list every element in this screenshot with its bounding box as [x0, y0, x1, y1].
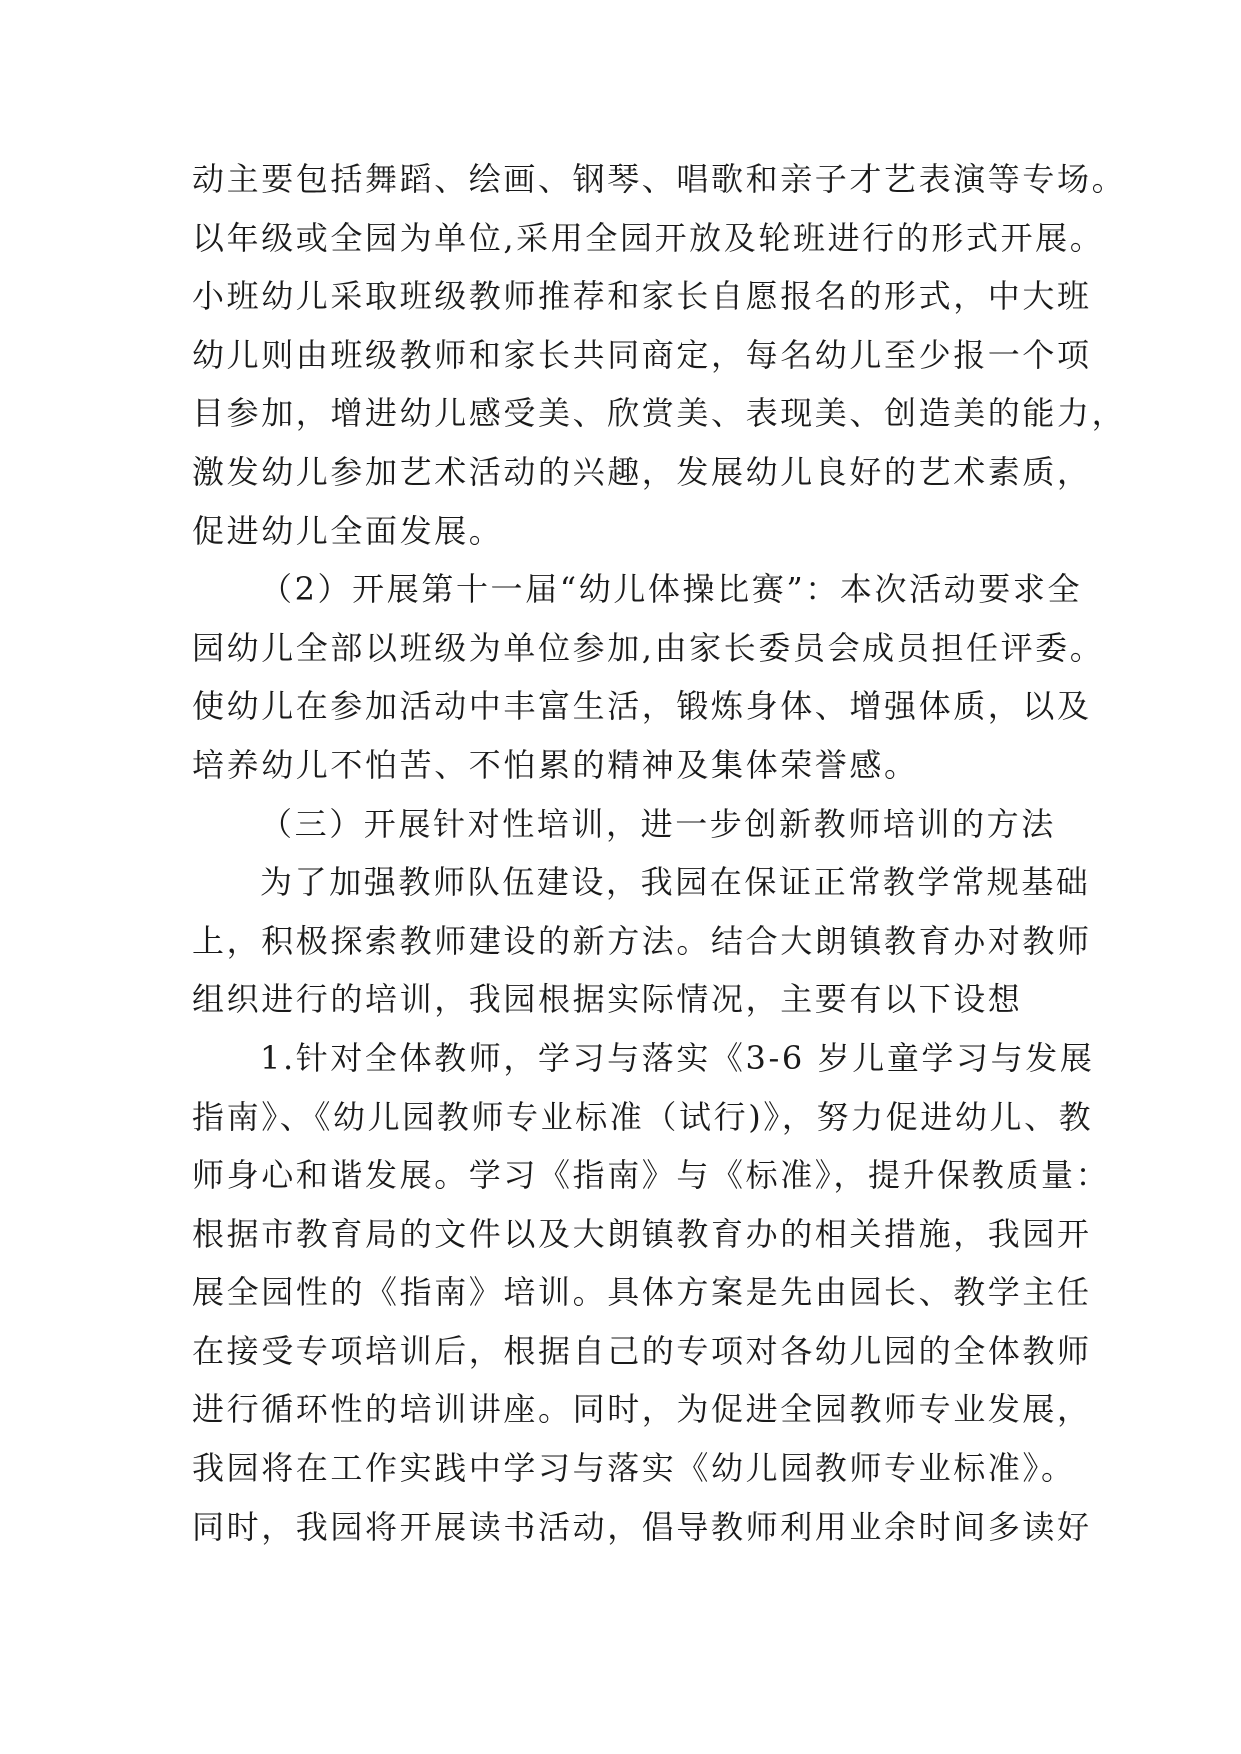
text-line: 动主要包括舞蹈、绘画、钢琴、唱歌和亲子才艺表演等专场。	[192, 160, 1127, 198]
document-body	[192, 150, 1127, 1556]
paragraph-start-line: 为了加强教师队伍建设，我园在保证正常教学常规基础	[260, 863, 1091, 902]
text-line: 展全园性的《指南》培训。具体方案是先由园长、教学主任	[192, 1273, 1092, 1312]
text-line: 促进幼儿全面发展。	[192, 511, 504, 550]
paragraph-start-line: （2）开展第十一届“幼儿体操比赛”：本次活动要求全	[260, 570, 1083, 609]
text-line: 园幼儿全部以班级为单位参加,由家长委员会成员担任评委。	[192, 628, 1105, 667]
text-line: 上，积极探索教师建设的新方法。结合大朗镇教育办对教师	[192, 921, 1092, 960]
text-line: 以年级或全园为单位,采用全园开放及轮班进行的形式开展。	[192, 218, 1105, 257]
paragraph-start-line: 1.针对全体教师，学习与落实《3-6 岁儿童学习与发展	[260, 1038, 1095, 1077]
text-line: 培养幼儿不怕苦、不怕累的精神及集体荣誉感。	[192, 745, 919, 784]
text-line: 组织进行的培训，我园根据实际情况，主要有以下设想	[192, 980, 1023, 1019]
text-line: 指南》、《幼儿园教师专业标准（试行)》，努力促进幼儿、教	[192, 1097, 1094, 1136]
text-line: 根据市教育局的文件以及大朗镇教育办的相关措施，我园开	[192, 1214, 1092, 1253]
section-heading: （三）开展针对性培训，进一步创新教师培训的方法	[260, 804, 1056, 843]
text-line: 使幼儿在参加活动中丰富生活，锻炼身体、增强体质，以及	[192, 687, 1092, 726]
text-line: 师身心和谐发展。学习《指南》与《标准》，提升保教质量：	[192, 1156, 1111, 1195]
text-line: 目参加，增进幼儿感受美、欣赏美、表现美、创造美的能力，	[192, 394, 1127, 433]
text-line: 激发幼儿参加艺术活动的兴趣，发展幼儿良好的艺术素质，	[192, 452, 1092, 491]
text-line: 在接受专项培训后，根据自己的专项对各幼儿园的全体教师	[192, 1331, 1092, 1370]
text-line: 小班幼儿采取班级教师推荐和家长自愿报名的形式，中大班	[192, 277, 1092, 316]
text-line: 进行循环性的培训讲座。同时，为促进全园教师专业发展，	[192, 1390, 1092, 1429]
text-line: 幼儿则由班级教师和家长共同商定，每名幼儿至少报一个项	[192, 335, 1092, 374]
text-line: 我园将在工作实践中学习与落实《幼儿园教师专业标准》。	[192, 1449, 1076, 1488]
text-line: 同时，我园将开展读书活动，倡导教师利用业余时间多读好	[192, 1507, 1092, 1546]
